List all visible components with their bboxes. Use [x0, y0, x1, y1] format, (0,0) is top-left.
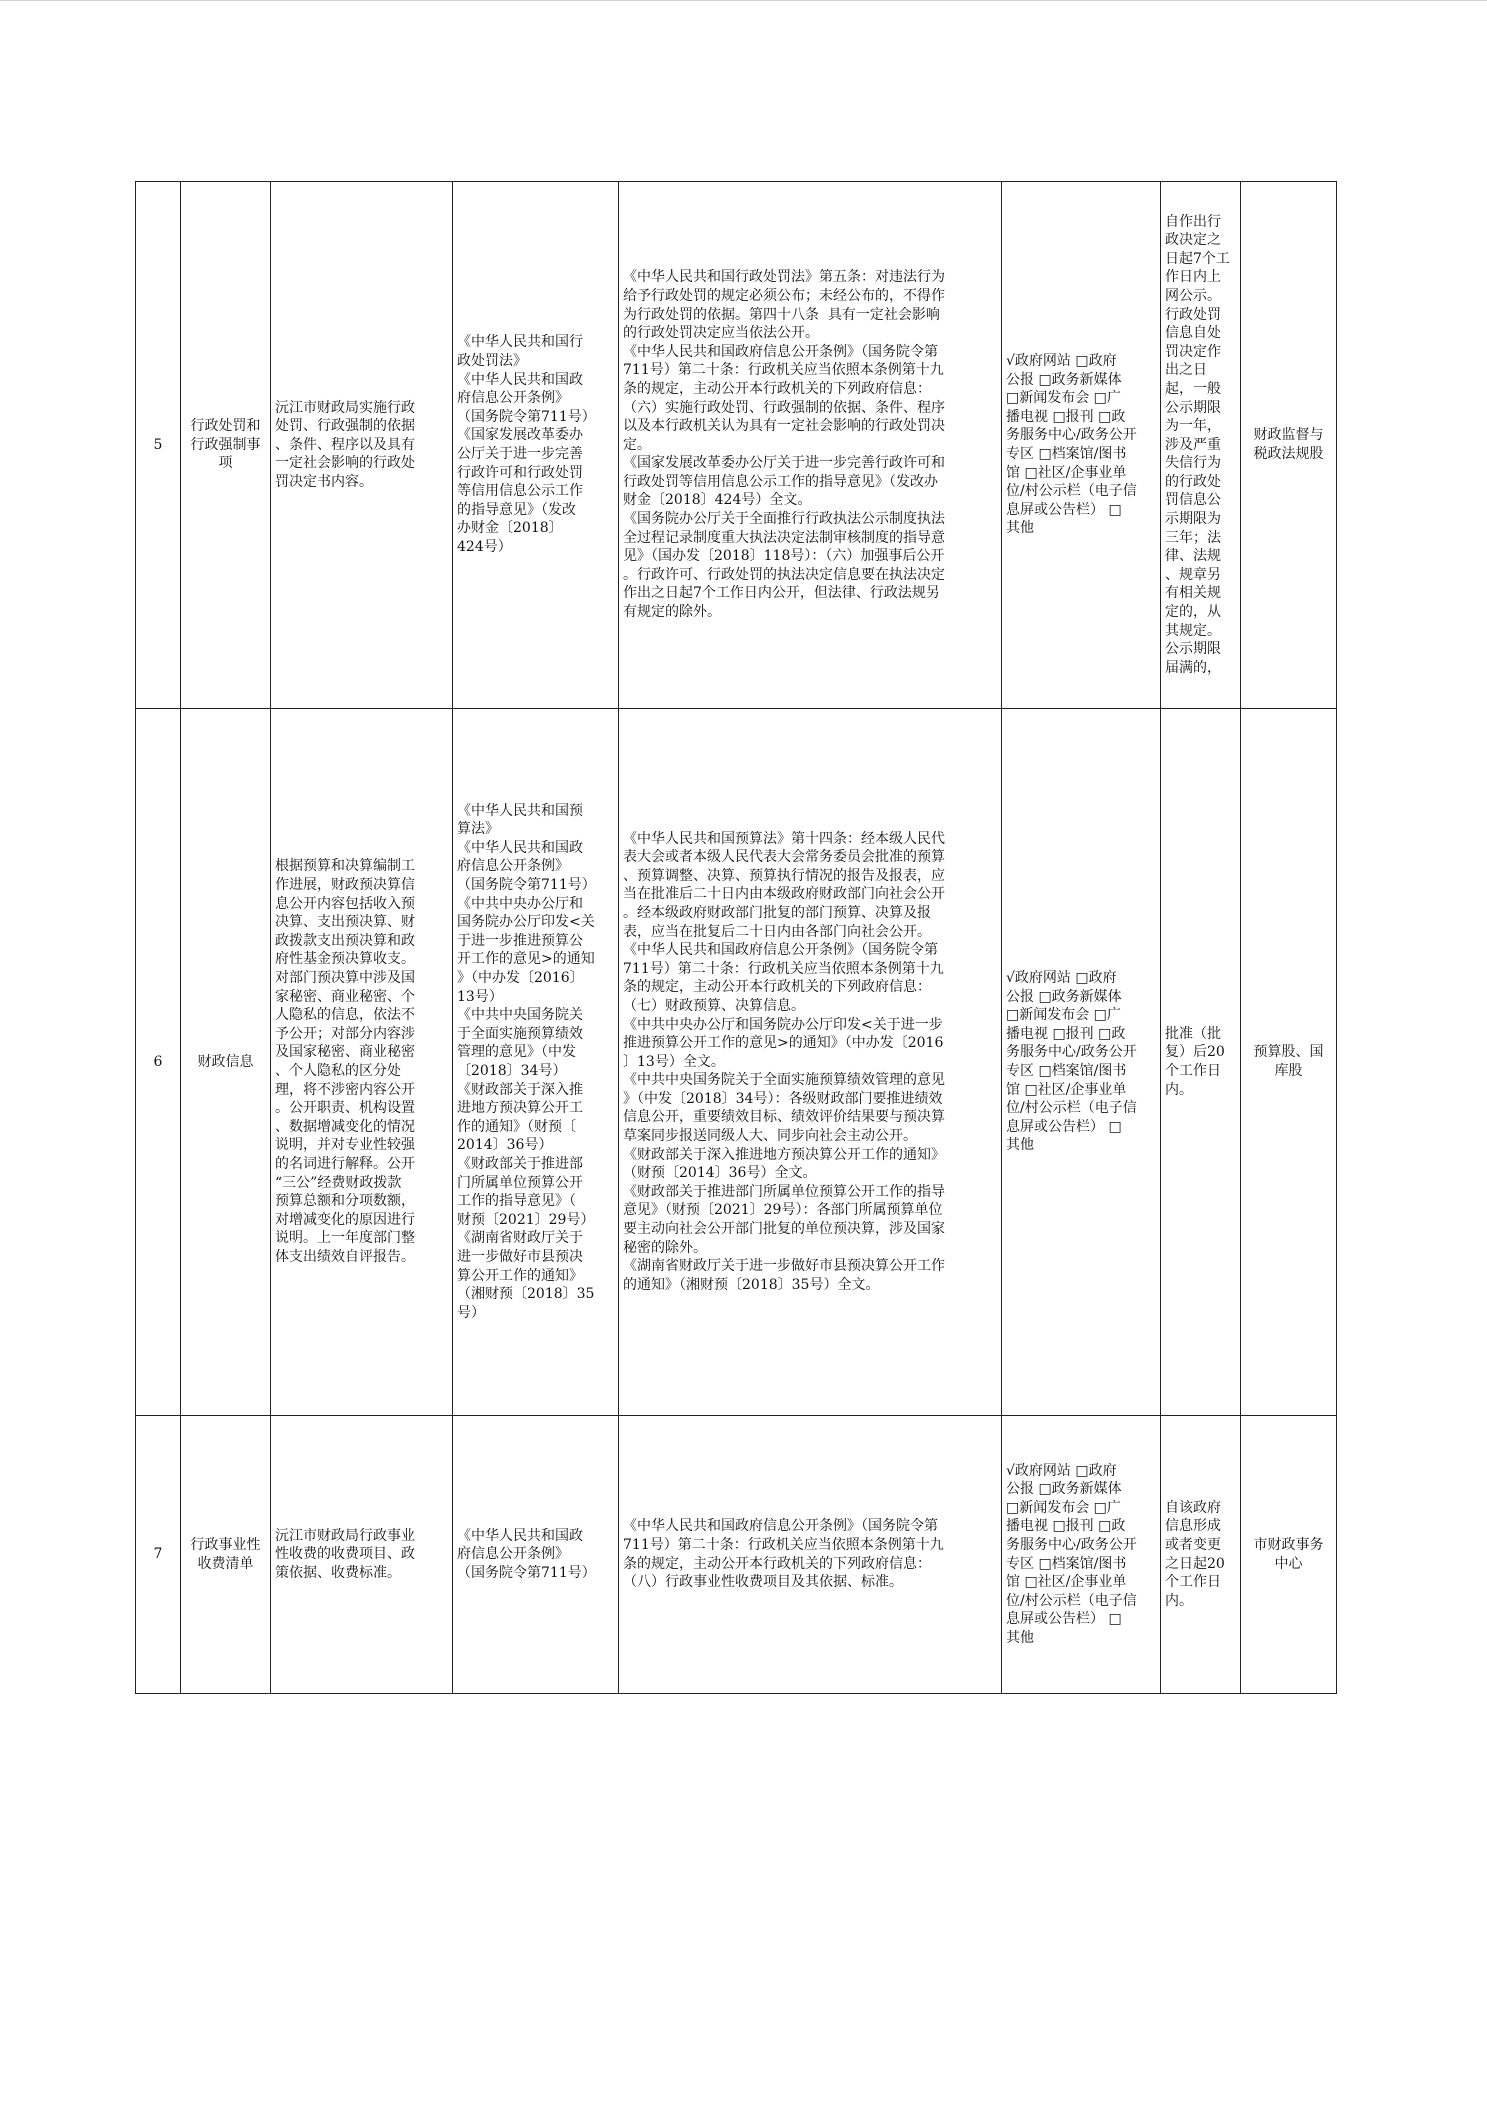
disclosure-content: 沅江市财政局实施行政 处罚、行政强制的依据 、条件、程序以及具有 一定社会影响的行政处 罚决定书内容。	[271, 182, 453, 709]
disclosure-table	[135, 181, 1337, 1694]
disclosure-time-limit: 批准（批 复）后20 个工作日 内。	[1161, 709, 1241, 1416]
disclosure-basis: 《中华人民共和国政 府信息公开条例》 （国务院令第711号）	[453, 1416, 619, 1694]
item-name: 财政信息	[181, 709, 271, 1416]
disclosure-channels: √政府网站 □政府 公报 □政务新媒体 □新闻发布会 □广 播电视 □报刊 □政 务服务中心/政务公开 专区 □档案馆/图书 馆 □社区/企事业单 位/村公示栏（电子信 息屏或公告栏） □ 其他	[1002, 1416, 1161, 1694]
row-number: 6	[136, 709, 181, 1416]
item-name: 行政事业性收费清单	[181, 1416, 271, 1694]
responsible-department: 预算股、国 库股	[1241, 709, 1337, 1416]
legal-provision: 《中华人民共和国行政处罚法》第五条：对违法行为 给予行政处罚的规定必须公布；未经公布的，不得作 为行政处罚的依据。第四十八条 具有一定社会影响 的行政处罚决定应当依法公开。 《中华人民共和国政府信息公开条例》（国务院令第 711号）第二十条：行政机关应当依照本条例第十九 条的规定，主动公开本行政机关的下列政府信息： （六）实施行政处罚、行政强制的依据、条件、程序 以及本行政机关认为具有一定社会影响的行政处罚决 定。 《国家发展改革委办公厅关于进一步完善行政许可和 行政处罚等信用信息公示工作的指导意见》（发改办 财金〔2018〕424号）全文。 《国务院办公厅关于全面推行行政执法公示制度执法 全过程记录制度重大执法决定法制审核制度的指导意 见》（国办发〔2018〕118号）：（六）加强事后公开 。行政许可、行政处罚的执法决定信息要在执法决定 作出之日起7个工作日内公开，但法律、行政法规另 有规定的除外。	[619, 182, 1002, 709]
row-number: 5	[136, 182, 181, 709]
disclosure-content: 沅江市财政局行政事业 性收费的收费项目、政 策依据、收费标准。	[271, 1416, 453, 1694]
disclosure-channels: √政府网站 □政府 公报 □政务新媒体 □新闻发布会 □广 播电视 □报刊 □政 务服务中心/政务公开 专区 □档案馆/图书 馆 □社区/企事业单 位/村公示栏（电子信 息屏或公告栏） □ 其他	[1002, 709, 1161, 1416]
disclosure-basis: 《中华人民共和国预 算法》 《中华人民共和国政 府信息公开条例》 （国务院令第711号） 《中共中央办公厅和 国务院办公厅印发<关 于进一步推进预算公 开工作的意见>的通知 》（中办发〔2016〕 13号） 《中共中央国务院关 于全面实施预算绩效 管理的意见》（中发 〔2018〕34号） 《财政部关于深入推 进地方预决算公开工 作的通知》（财预〔 2014〕36号） 《财政部关于推进部 门所属单位预算公开 工作的指导意见》（ 财预〔2021〕29号） 《湖南省财政厅关于 进一步做好市县预决 算公开工作的通知》 （湘财预〔2018〕35 号）	[453, 709, 619, 1416]
legal-provision: 《中华人民共和国政府信息公开条例》（国务院令第 711号）第二十条：行政机关应当依照本条例第十九 条的规定，主动公开本行政机关的下列政府信息： （八）行政事业性收费项目及其依据、标准。	[619, 1416, 1002, 1694]
table-row	[136, 182, 1337, 709]
responsible-department: 市财政事务 中心	[1241, 1416, 1337, 1694]
row-number: 7	[136, 1416, 181, 1694]
disclosure-channels: √政府网站 □政府 公报 □政务新媒体 □新闻发布会 □广 播电视 □报刊 □政 务服务中心/政务公开 专区 □档案馆/图书 馆 □社区/企事业单 位/村公示栏（电子信 息屏或公告栏） □ 其他	[1002, 182, 1161, 709]
responsible-department: 财政监督与 税政法规股	[1241, 182, 1337, 709]
table-row	[136, 1416, 1337, 1694]
legal-provision: 《中华人民共和国预算法》第十四条：经本级人民代 表大会或者本级人民代表大会常务委员会批准的预算 、预算调整、决算、预算执行情况的报告及报表，应 当在批准后二十日内由本级政府财政部门向社会公开 。经本级政府财政部门批复的部门预算、决算及报 表，应当在批复后二十日内由各部门向社会公开。 《中华人民共和国政府信息公开条例》（国务院令第 711号）第二十条：行政机关应当依照本条例第十九 条的规定，主动公开本行政机关的下列政府信息： （七）财政预算、决算信息。 《中共中央办公厅和国务院办公厅印发<关于进一步 推进预算公开工作的意见>的通知》（中办发〔2016 〕13号）全文。 《中共中央国务院关于全面实施预算绩效管理的意见 》（中发〔2018〕34号）：各级财政部门要推进绩效 信息公开，重要绩效目标、绩效评价结果要与预决算 草案同步报送同级人大、同步向社会主动公开。 《财政部关于深入推进地方预决算公开工作的通知》 （财预〔2014〕36号）全文。 《财政部关于推进部门所属单位预算公开工作的指导 意见》（财预〔2021〕29号）：各部门所属预算单位 要主动向社会公开部门批复的单位预决算，涉及国家 秘密的除外。 《湖南省财政厅关于进一步做好市县预决算公开工作 的通知》（湘财预〔2018〕35号）全文。	[619, 709, 1002, 1416]
table-row	[136, 709, 1337, 1416]
disclosure-time-limit: 自该政府 信息形成 或者变更 之日起20 个工作日 内。	[1161, 1416, 1241, 1694]
disclosure-content: 根据预算和决算编制工 作进展，财政预决算信 息公开内容包括收入预 决算、支出预决算、财 政拨款支出预决算和政 府性基金预决算收支。 对部门预决算中涉及国 家秘密、商业秘密、个 人隐私的信息，依法不 予公开；对部分内容涉 及国家秘密、商业秘密 、个人隐私的区分处 理，将不涉密内容公开 。公开职责、机构设置 、数据增减变化的情况 说明，并对专业性较强 的名词进行解释。公开 “三公”经费财政拨款 预算总额和分项数额， 对增减变化的原因进行 说明。上一年度部门整 体支出绩效自评报告。	[271, 709, 453, 1416]
page-top-rule	[0, 0, 1487, 1]
disclosure-basis: 《中华人民共和国行 政处罚法》 《中华人民共和国政 府信息公开条例》 （国务院令第711号） 《国家发展改革委办 公厅关于进一步完善 行政许可和行政处罚 等信用信息公示工作 的指导意见》（发改 办财金〔2018〕 424号）	[453, 182, 619, 709]
item-name: 行政处罚和行政强制事项	[181, 182, 271, 709]
disclosure-time-limit: 自作出行 政决定之 日起7个工 作日内上 网公示。 行政处罚 信息自处 罚决定作 出之日 起，一般 公示期限 为一年， 涉及严重 失信行为 的行政处 罚信息公 示期限为 三年；法 律、法规 、规章另 有相关规 定的，从 其规定。 公示期限 届满的，	[1161, 182, 1241, 709]
